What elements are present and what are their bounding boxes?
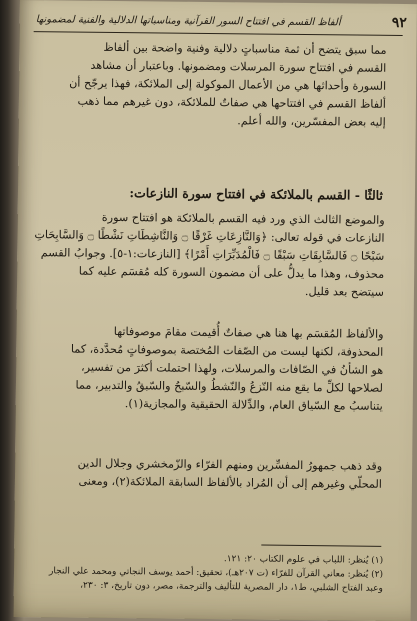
text-line: مما سبق يتضح أن ثمة مناسباتٍ دلالية وفنية واضحة بين ألفاظ bbox=[103, 40, 387, 57]
text-line: لصلاحها لكلِّ ما يقع منه النّزعُ والنّشطُ والسّبحُ والسّبقُ والتدبير، مما bbox=[75, 378, 384, 395]
text-line: السورة وأحداثها هي من الأعمال الموكولة إلى الملائكة، فهذا يرجّح أن bbox=[69, 76, 387, 93]
footnote-rule bbox=[261, 545, 381, 547]
footnote-line: (٢) يُنظر: معاني القرآن للفرّاء (ت ٢٠٧هـ)، تحقيق: أحمد يوسف النجاتي ومحمد علي النجار bbox=[48, 566, 384, 580]
text-line: القسم في افتتاح سورة المرسلات ومضمونها. وباعتبار أن مشاهد bbox=[90, 58, 387, 75]
text-line: سيتضح بعد قليل. bbox=[304, 285, 385, 299]
text-line: هو الشأنُ في الصّافات والمرسلات، ولهذا احتملت أكثرَ من تفسير، bbox=[81, 360, 384, 377]
paragraph-2 bbox=[34, 208, 385, 302]
text-line: المحلّي وغيرهم إلى أن المُراد بالألفاظ السابقة الملائكة(٢)، ومعنى bbox=[78, 474, 383, 491]
text-line: النازعات في قوله تعالى: ﴿وَالنَّازِعَاتِ غَرْقًا ۝ وَالنَّاشِطَاتِ نَشْطًا ۝ وَالسَّابِحَاتِ bbox=[34, 228, 385, 245]
text-line: والموضع الثالث الذي ورد فيه القسم بالملائكة هو افتتاح سورة bbox=[101, 210, 385, 227]
footnote-line: وعبد الفتاح الشلبي، ط١، دار المصرية للتأليف والترجمة، مصر، دون تاريخ، ٣: ٢٣٠، bbox=[80, 580, 383, 594]
text-line: يتناسبُ مع السّياق العام، والدِّلالة الحقيقية والمجازية(١). bbox=[124, 397, 383, 413]
running-title: ألفاظ القسم في افتتاح السور القرآنية ومناسباتها الدلالية والفنية لمضمونها bbox=[35, 13, 341, 28]
book-page bbox=[14, 0, 417, 621]
text-line: ألفاظ القسم في افتتاحها هي صفاتٌ للملائكة، دون غيرهم مما ذهب bbox=[77, 94, 386, 111]
footnotes bbox=[38, 550, 383, 596]
text-line: المحذوفة، لكنها ليست من الصّفات المُختصة بموصوفاتٍ مُحدَّدة، كما bbox=[70, 342, 384, 359]
text-line: سَبْحًا ۝ فَالسَّابِقَاتِ سَبْقًا ۝ فَالْمُدَبِّرَاتِ أَمْرًا﴾ [النازعات:١-٥]. وجوابُ القسم bbox=[40, 246, 385, 263]
text-line: والألفاظ المُقسَم بها هنا هي صفاتٌ أُقيمت مقامَ موصوفاتها bbox=[113, 325, 384, 341]
page-number: ٩٢ bbox=[391, 14, 407, 32]
paragraph-4 bbox=[41, 454, 382, 494]
text-line: إليه بعض المفسّرين، والله أعلم. bbox=[237, 114, 386, 129]
paragraph-3 bbox=[42, 322, 384, 416]
text-line: محذوف، وهذا ما يدلُّ على أن مضمون السورة كله مُقسَم عليه كما bbox=[78, 264, 385, 281]
footnote-line: (١) يُنظر: اللباب في علوم الكتاب ٢٠: ١٢١. bbox=[223, 554, 384, 566]
text-line: وقد ذهب جمهورُ المفسِّرين ومنهم الفرّاء والزّمخشري وجلال الدين bbox=[77, 456, 383, 473]
paragraph-1 bbox=[45, 38, 387, 132]
section-heading: ثالثًا - القسم بالملائكة في افتتاح سورة النازعات: bbox=[129, 185, 384, 203]
